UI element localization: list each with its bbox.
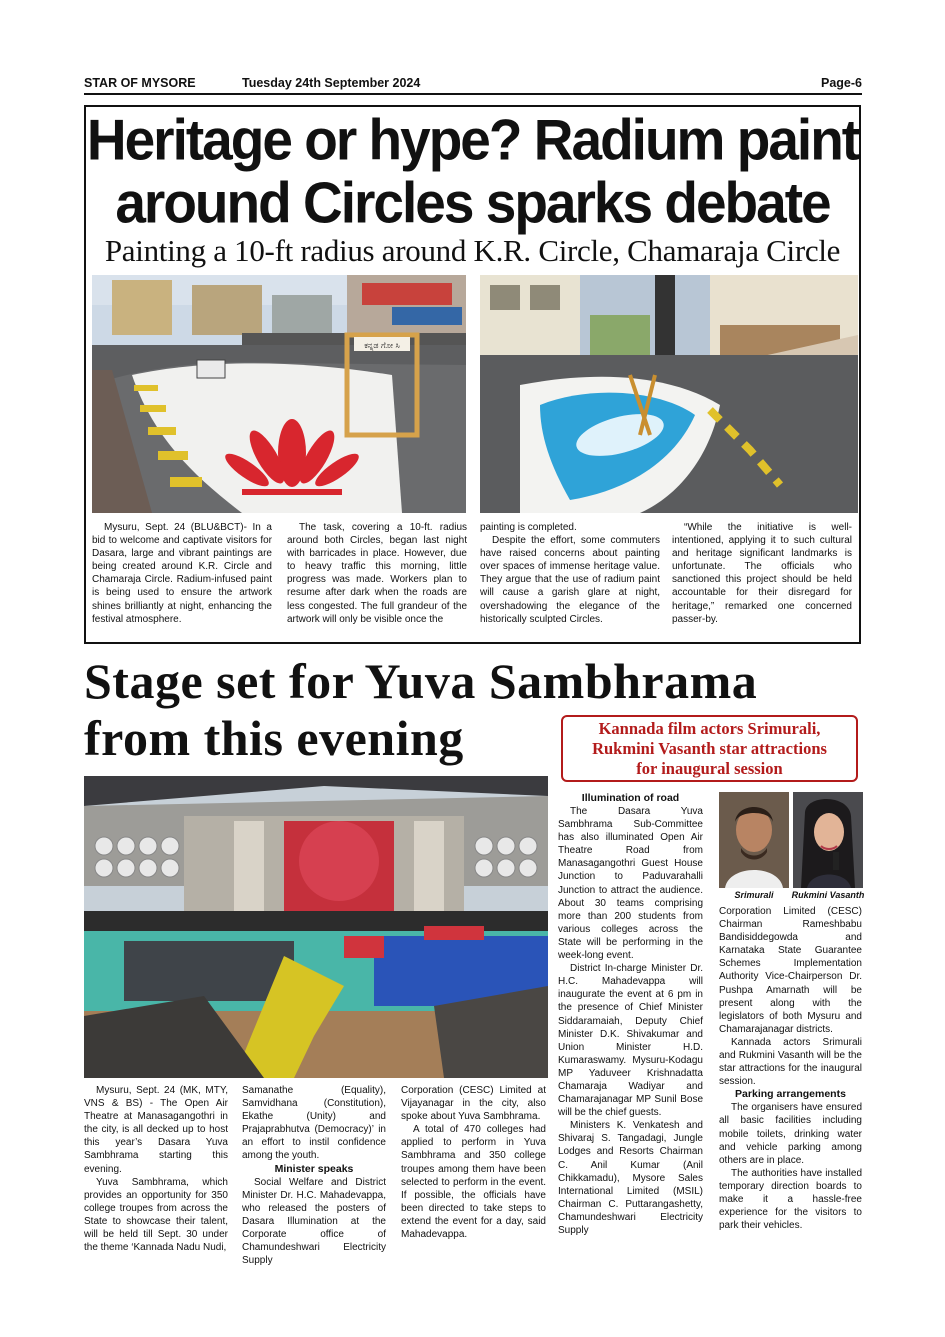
story2-col4-p2: District In-charge Minister Dr. H.C. Mahadevappa will inaugurate the event at 6 pm in the presence of Chief Minister Siddaramaiah, Deputy Chief Minister D.K. Shivakumar and Union Minister H.D. Kumaraswamy. Mysuru-Kodagu MP Yaduveer Krishnadatta Chamaraja Wadiyar and Chamarajanagar MP Sunil Bose will be the chief guests. (558, 963, 703, 1119)
story1-col3-text-b: Despite the effort, some commuters have raised concerns about painting over spaces of immense heritage value. They argue that the use of radium paint will cause a garish glare at night, overshadowing the elegance of the historically sculpted Circles. (480, 535, 660, 625)
minister-speaks-subhead: Minister speaks (274, 1162, 354, 1175)
story2-col1 (84, 1084, 228, 1254)
story1-col3-text-a: painting is completed. (480, 522, 577, 533)
story2-kicker (561, 715, 858, 782)
story2-col5-p3: The organisers have ensured all basic facilities including mobile toilets, drinking water and vehicle parking among others are in place. (719, 1102, 862, 1166)
story1-col1 (92, 521, 272, 626)
story2-col5-p4: The authorities have installed temporary direction boards to make it a hassle-free experience for the visitors to park their vehicles. (719, 1167, 862, 1232)
rukmini-caption: Rukmini Vasanth (791, 890, 865, 900)
story2-col5-p2: Kannada actors Srimurali and Rukmini Vasanth will be the star attractions for the inaugural session. (719, 1036, 862, 1088)
masthead-rule (84, 93, 862, 95)
stage-photo (84, 776, 548, 1078)
story1-col1-text: Mysuru, Sept. 24 (BLU&BCT)- In a bid to welcome and captivate visitors for Dasara, large and vibrant paintings are being created around K.R. Circle and Chamaraja Circle. Radium-infused paint is being used to ensure the artwork shines brilliantly at night, enhancing the festival atmosphere. (92, 522, 272, 625)
story2-col4 (558, 792, 703, 1237)
story2-col3 (401, 1084, 546, 1241)
story1-col2-text: The task, covering a 10-ft. radius around both Circles, began last night with barricades in place. However, due to heavy traffic this morning, little progress was made. Workers plan to resume after dark when the roads are less congested. The full grandeur of the artwork will only be visible once the (287, 522, 467, 625)
rukmini-vasanth-photo (793, 792, 863, 888)
kicker-line3: for inaugural session (636, 759, 783, 778)
paper-name: STAR OF MYSORE (84, 76, 196, 90)
srimurali-caption: Srimurali (734, 890, 774, 900)
parking-subhead: Parking arrangements (735, 1088, 846, 1101)
story1-headline-line1: Heritage or hype? Radium paint (86, 106, 859, 173)
illumination-subhead: Illumination of road (581, 792, 680, 804)
kicker-line2: Rukmini Vasanth star attractions (592, 739, 827, 758)
story2-col1-p2: Yuva Sambhrama, which provides an opportunity for 350 college troupes from across the State to showcase their talent, will be held till Sept. 30 under the theme ‘Kannada Nadu Nudi, (84, 1176, 228, 1254)
story2-col5 (719, 905, 862, 1232)
story1-subheadline: Painting a 10-ft radius around K.R. Circle, Chamaraja Circle (104, 233, 841, 268)
barricade-sign-text: ಕನ್ನಡ ಗೋ ಸಿ (364, 341, 400, 350)
story1-headline (84, 108, 861, 234)
story1-col3 (480, 521, 660, 626)
story2-col1-p1: Mysuru, Sept. 24 (MK, MTY, VNS & BS) - The Open Air Theatre at Manasagangothri in the city, is all decked up to host this year’s Dasara Yuva Sambhrama starting this evening. (84, 1085, 228, 1175)
kicker-line1: Kannada film actors Srimurali, (598, 719, 821, 738)
chamaraja-circle-photo (480, 275, 858, 513)
story2-col4-p3: Ministers K. Venkatesh and Shivaraj S. Tangadagi, Jungle Lodges and Resorts Chairman C. Anil Kumar (Anil Chikkamadu), Mysore Sales International Limited (MSIL) Chairman C. Puttarangashetty, Chamundeshwari Electricity Supply (558, 1120, 703, 1236)
story2-col3-p1: Corporation (CESC) Limited at Vijayanagar in the city, also spoke about Yuva Sambhrama. (401, 1085, 546, 1123)
story2-headline-line1: Stage set for Yuva Sambhrama (84, 653, 758, 709)
story2-col2-p2: Social Welfare and District Minister Dr. H.C. Mahadevappa, who released the posters of Dasara Illumination at the Corporate office of Chamundeshwari Electricity Supply (242, 1176, 386, 1267)
issue-date: Tuesday 24th September 2024 (242, 76, 421, 90)
story1-col2 (287, 521, 467, 626)
srimurali-photo (719, 792, 789, 888)
page-number: Page-6 (821, 76, 862, 90)
masthead (84, 74, 862, 94)
story2-headline-line2: from this evening (84, 710, 464, 766)
story1-col4-text: “While the initiative is well-intentioned, applying it to such cultural and heritage significant landmarks is unfortunate. The officials who sanctioned this project should be held accountable for their disregard for heritage,” remarked one concerned passer-by. (672, 522, 852, 625)
story2-col5-p1: Corporation Limited (CESC) Chairman Rameshbabu Bandisiddegowda and Karnataka State Guarantee Schemes Implementation Authority Vice-Chairperson Dr. Pushpa Amarnath will be present along with the legislators of both Mysuru and Chamarajanagar districts. (719, 906, 862, 1035)
story2-col2 (242, 1084, 386, 1267)
kr-circle-photo (92, 275, 466, 513)
story1-headline-line2: around Circles sparks debate (115, 169, 830, 236)
story2-col4-p1: The Dasara Yuva Sambhrama Sub-Committee has also illuminated Open Air Theatre Road from Manasagangothri Guest House Junction to Paduvarahalli Junction to attract the audience. About 30 teams comprising more than 200 students from various colleges across the State will be performing in the week-long event. (558, 806, 703, 962)
story1-col4 (672, 521, 852, 626)
story2-col2-p1: Samanathe (Equality), Samvidhana (Constitution), Ekathe (Unity) and Prajaprabhutva (Democracy)’ in an effort to instil confidence among the youth. (242, 1085, 386, 1162)
story2-col3-p2: A total of 470 colleges had applied to perform in Yuva Sambhrama and 350 college troupes among them have been selected to perform in the event. If possible, the officials have been directed to take steps to extend the event for a day, said Mahadevappa. (401, 1124, 546, 1241)
